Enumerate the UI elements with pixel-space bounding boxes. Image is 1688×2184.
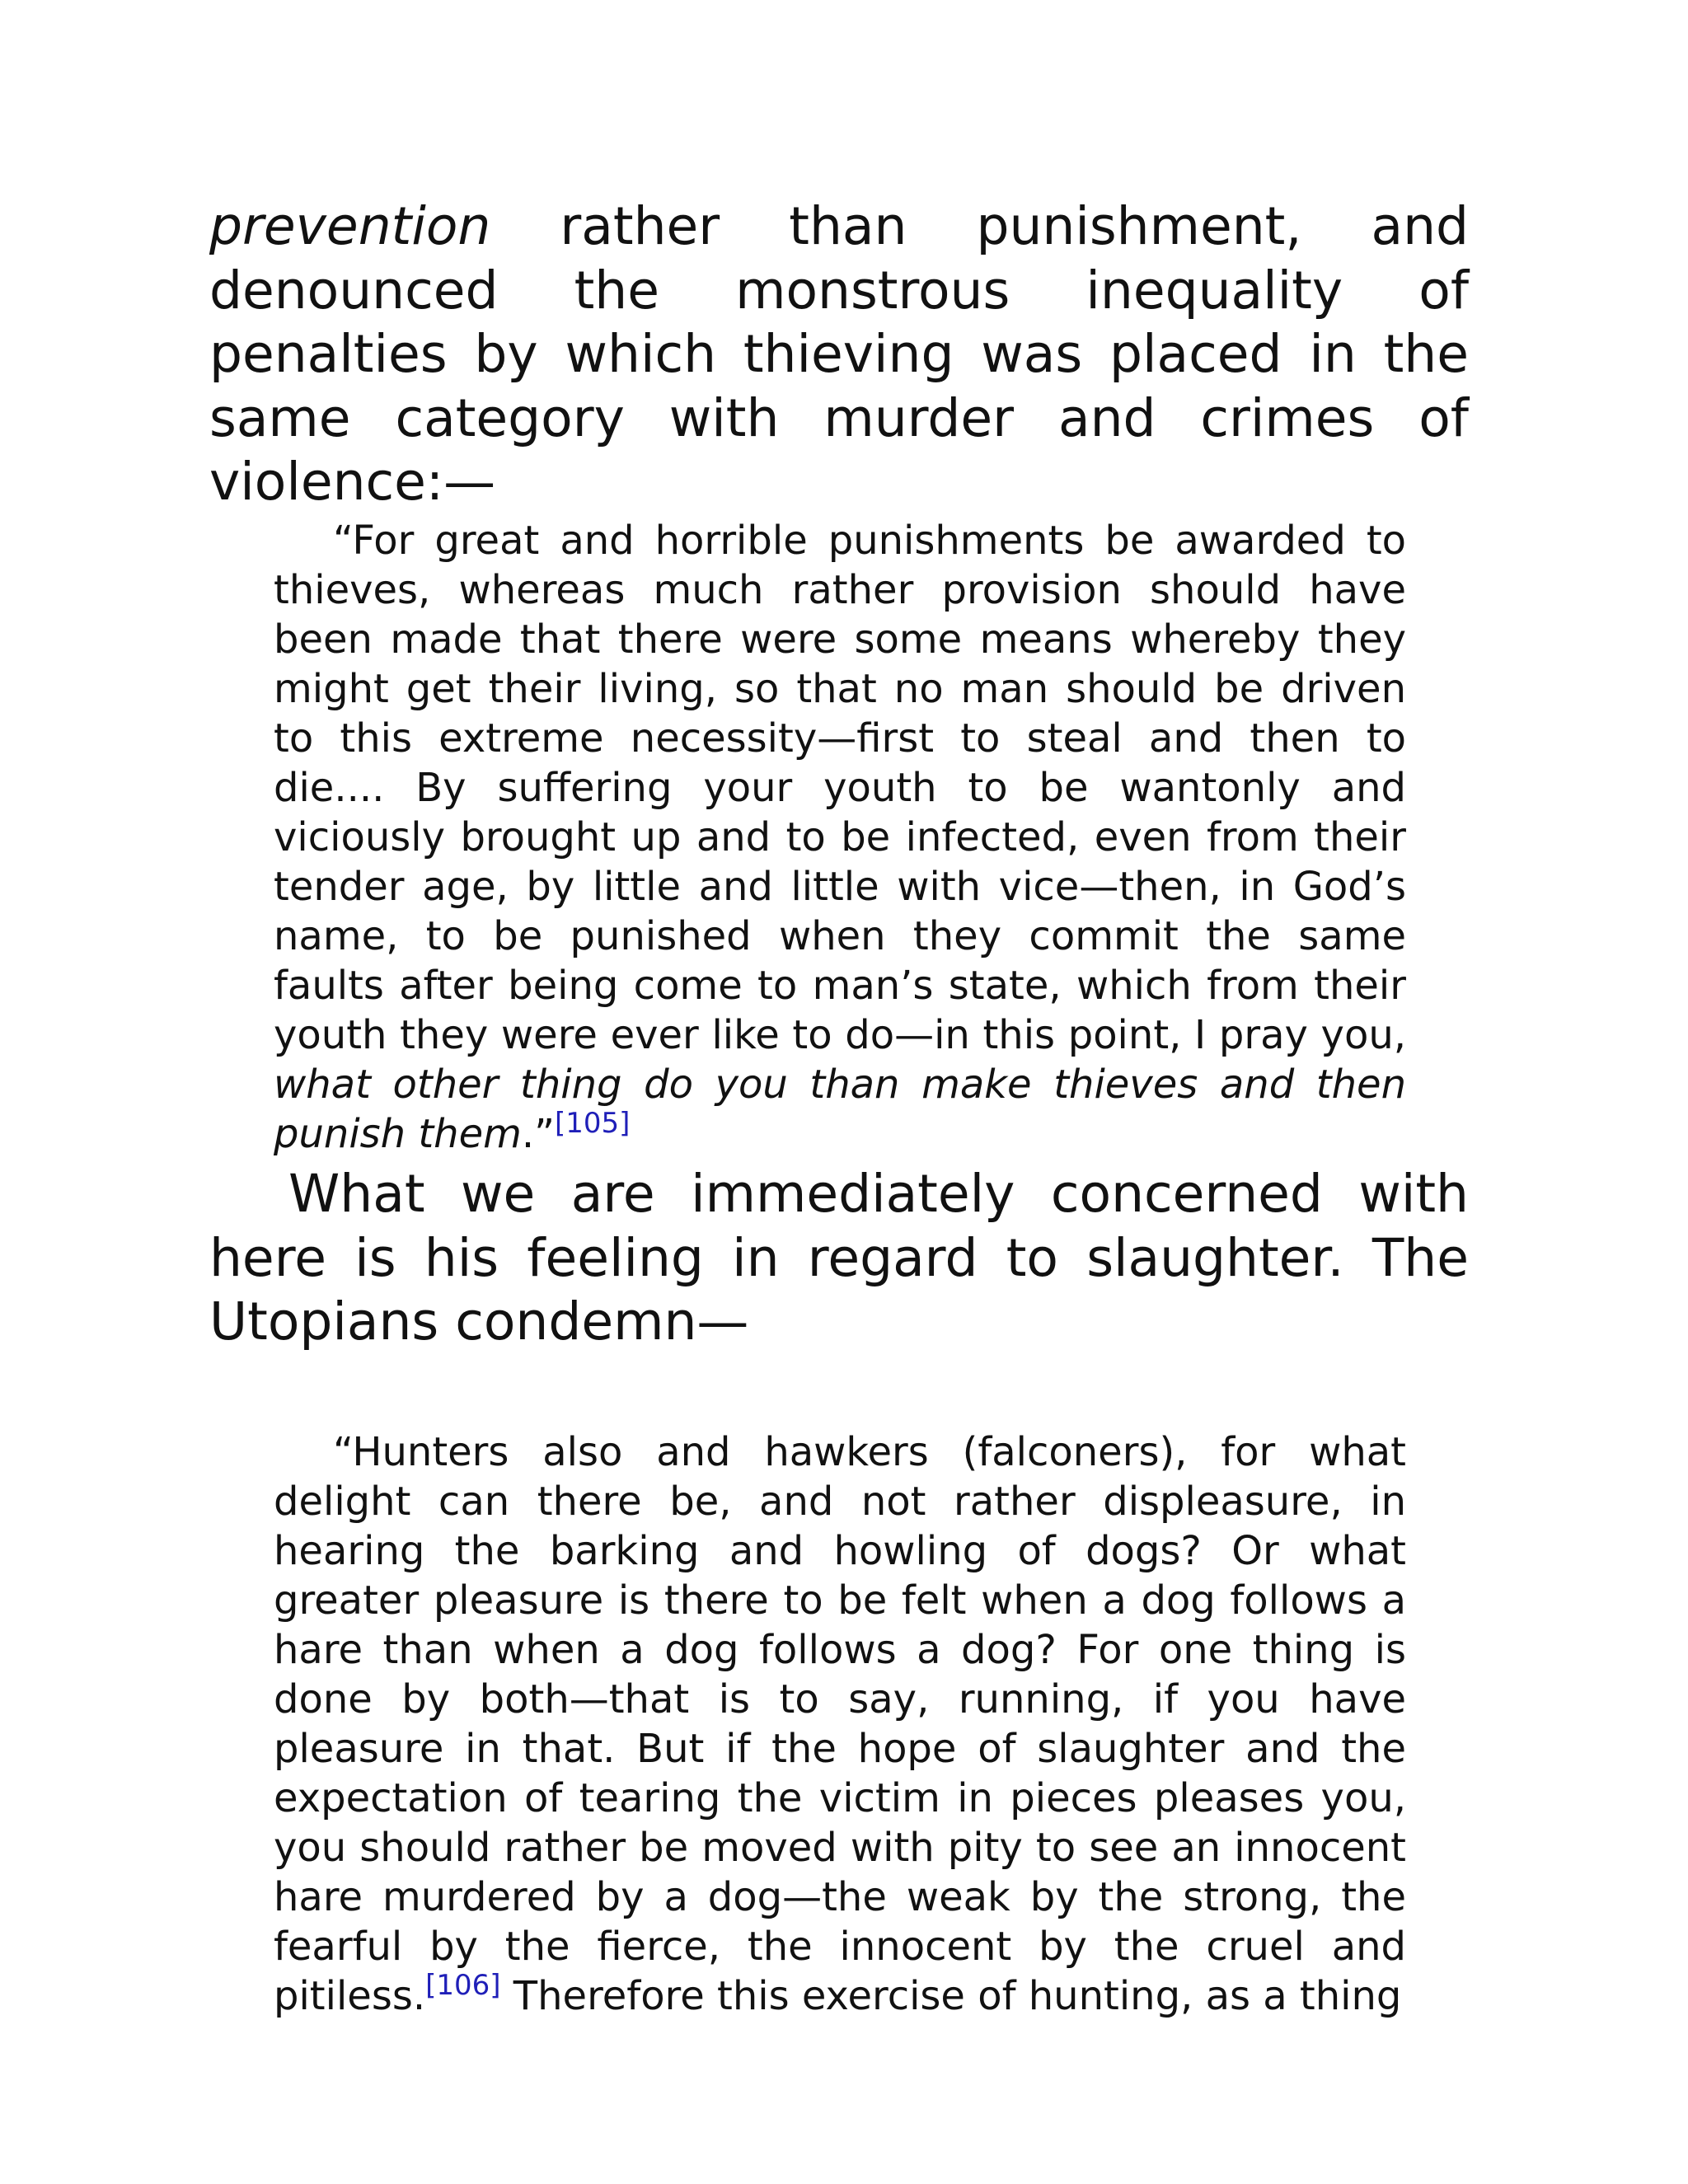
paragraph-text: rather than punishment, and denounced the monstrous inequality of penalties by which thieving was placed in the same category with murder and crimes of violence:— [209, 196, 1469, 512]
quote-tail: Therefore this exercise of hunting, as a thing [500, 1973, 1402, 2019]
footnote-link-106[interactable]: [106] [425, 1969, 501, 2002]
paragraph-text: What we are immediately concerned with here is his feeling in regard to slaughter. The Utopians condemn— [209, 1164, 1469, 1352]
paragraph-slaughter [209, 1162, 1469, 1354]
paragraph-prevention [209, 194, 1469, 514]
emphasis-prevention: prevention [209, 196, 491, 256]
quote-text: “For great and horrible punishments be awarded to thieves, whereas much rather provision should have been made that there were some means whereby they might get their living, so that no man should be driven to this extreme necessity—first to steal and then to die.... By suffering your youth to be wantonly and viciously brought up and to be infected, even from their tender age, by little and little with vice—then, in God’s name, to be punished when they commit the same faults after being come to man’s state, which from their youth they were ever like to do—in this point, I pray you, [274, 518, 1406, 1058]
quote-emphasis: what other thing do you than make thieves and then punish them [274, 1062, 1406, 1157]
blockquote-thieves [274, 516, 1406, 1163]
footnote-link-105[interactable]: [105] [555, 1107, 631, 1140]
blockquote-hunters [274, 1427, 1406, 2025]
quote-tail: .” [521, 1111, 555, 1157]
quote-text: “Hunters also and hawkers (falconers), for what delight can there be, and not rather displeasure, in hearing the barking and howling of dogs? Or what greater pleasure is there to be felt when a dog follows a hare than when a dog follows a dog? For one thing is done by both—that is to say, running, if you have pleasure in that. But if the hope of slaughter and the expectation of tearing the victim in pieces pleases you, you should rather be moved with pity to see an innocent hare murdered by a dog—the weak by the strong, the fearful by the fierce, the innocent by the cruel and pitiless. [274, 1429, 1406, 2019]
